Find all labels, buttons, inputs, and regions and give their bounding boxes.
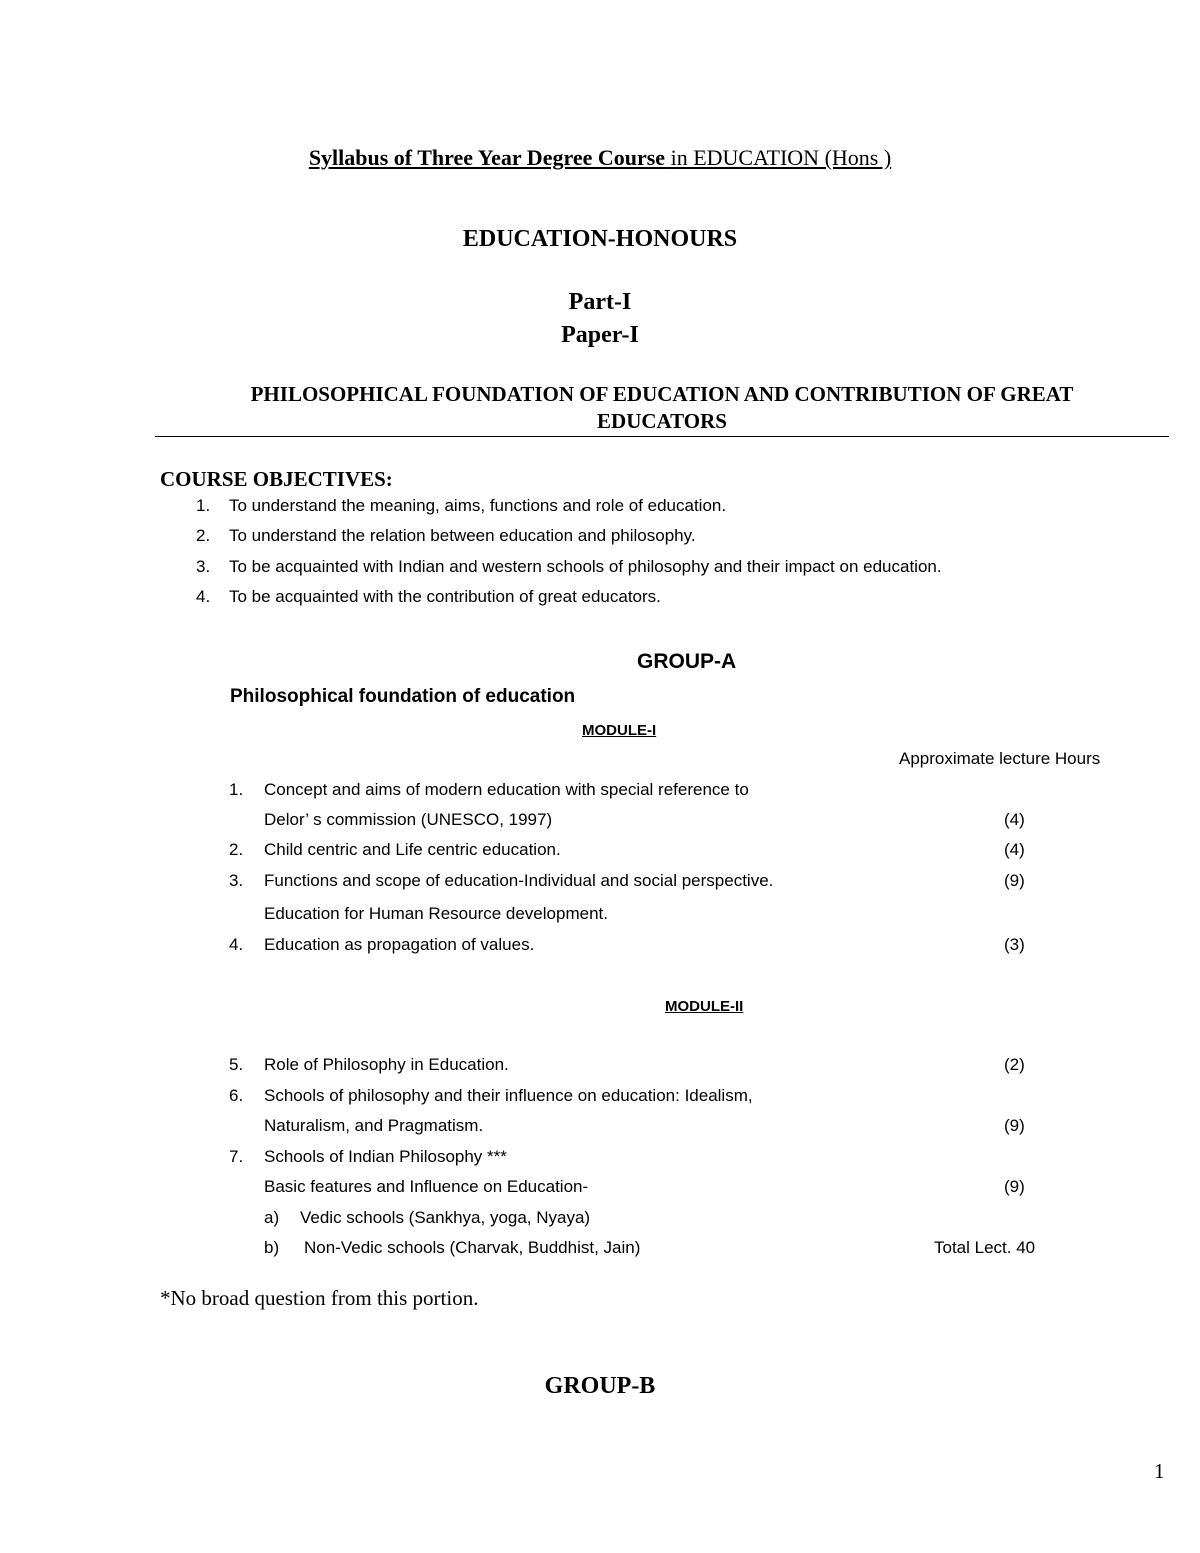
module-item-text: Naturalism, and Pragmatism. bbox=[264, 1116, 484, 1135]
module-item-text: Education as propagation of values. bbox=[264, 935, 535, 954]
subitem-label: b) bbox=[264, 1238, 280, 1257]
total-lectures: Total Lect. 40 bbox=[934, 1238, 1036, 1257]
module-item-text: Education for Human Resource development. bbox=[264, 904, 608, 923]
module-item-hours: (9) bbox=[1004, 1177, 1025, 1196]
syllabus-title-bold: Syllabus of Three Year Degree Course bbox=[308, 145, 666, 170]
module-item-text: Basic features and Influence on Education- bbox=[264, 1177, 589, 1196]
paper-title-line1: PHILOSOPHICAL FOUNDATION OF EDUCATION AND CONTRIBUTION OF GREAT bbox=[250, 382, 1074, 406]
module-item-text: Role of Philosophy in Education. bbox=[264, 1055, 509, 1074]
module-item-text: Concept and aims of modern education with special reference to bbox=[264, 780, 749, 799]
module-item-num: 7. bbox=[229, 1147, 244, 1166]
syllabus-title-rest: in EDUCATION (Hons ) bbox=[665, 145, 892, 170]
objective-text: To be acquainted with the contribution of great educators. bbox=[229, 587, 661, 606]
module-item-text: Child centric and Life centric education. bbox=[264, 840, 561, 859]
module-2-heading: MODULE-II bbox=[665, 998, 744, 1015]
subitem-text: Vedic schools (Sankhya, yoga, Nyaya) bbox=[300, 1208, 591, 1227]
module-item-num: 6. bbox=[229, 1086, 244, 1105]
module-item-hours: (4) bbox=[1004, 840, 1025, 859]
paper-title-line2: EDUCATORS bbox=[597, 409, 727, 433]
page-number: 1 bbox=[1154, 1459, 1165, 1483]
module-item-num: 2. bbox=[229, 840, 244, 859]
footnote: *No broad question from this portion. bbox=[160, 1286, 479, 1310]
hours-label: Approximate lecture Hours bbox=[899, 749, 1101, 768]
module-item-num: 1. bbox=[229, 780, 244, 799]
syllabus-title bbox=[0, 145, 1200, 171]
module-item-hours: (9) bbox=[1004, 871, 1025, 890]
module-item-text: Schools of philosophy and their influence on education: Idealism, bbox=[264, 1086, 753, 1105]
objective-text: To be acquainted with Indian and western schools of philosophy and their impact on education. bbox=[229, 557, 942, 576]
module-item-hours: (3) bbox=[1004, 935, 1025, 954]
module-item-text: Functions and scope of education-Individual and social perspective. bbox=[264, 871, 774, 890]
objective-num: 3. bbox=[196, 557, 211, 576]
objective-text: To understand the meaning, aims, functions and role of education. bbox=[229, 496, 727, 515]
group-b-heading: GROUP-B bbox=[544, 1373, 656, 1399]
group-a-heading: GROUP-A bbox=[637, 650, 737, 673]
paper-label: Paper-I bbox=[561, 322, 639, 348]
objective-num: 2. bbox=[196, 526, 211, 545]
module-item-hours: (4) bbox=[1004, 810, 1025, 829]
objective-num: 1. bbox=[196, 496, 211, 515]
module-1-heading: MODULE-I bbox=[582, 722, 657, 739]
module-item-text: Schools of Indian Philosophy *** bbox=[264, 1147, 507, 1166]
module-item-num: 3. bbox=[229, 871, 244, 890]
module-item-hours: (2) bbox=[1004, 1055, 1025, 1074]
module-item-hours: (9) bbox=[1004, 1116, 1025, 1135]
objectives-heading: COURSE OBJECTIVES: bbox=[160, 467, 393, 491]
subitem-text: Non-Vedic schools (Charvak, Buddhist, Jain) bbox=[304, 1238, 641, 1257]
module-item-num: 4. bbox=[229, 935, 244, 954]
part-label: Part-I bbox=[568, 289, 632, 315]
module-item-text: Delor’ s commission (UNESCO, 1997) bbox=[264, 810, 553, 829]
subitem-label: a) bbox=[264, 1208, 280, 1227]
group-a-subheading: Philosophical foundation of education bbox=[230, 686, 576, 707]
main-title: EDUCATION-HONOURS bbox=[462, 226, 738, 252]
objective-text: To understand the relation between education and philosophy. bbox=[229, 526, 696, 545]
objective-num: 4. bbox=[196, 587, 211, 606]
title-divider bbox=[155, 436, 1169, 437]
module-item-num: 5. bbox=[229, 1055, 244, 1074]
